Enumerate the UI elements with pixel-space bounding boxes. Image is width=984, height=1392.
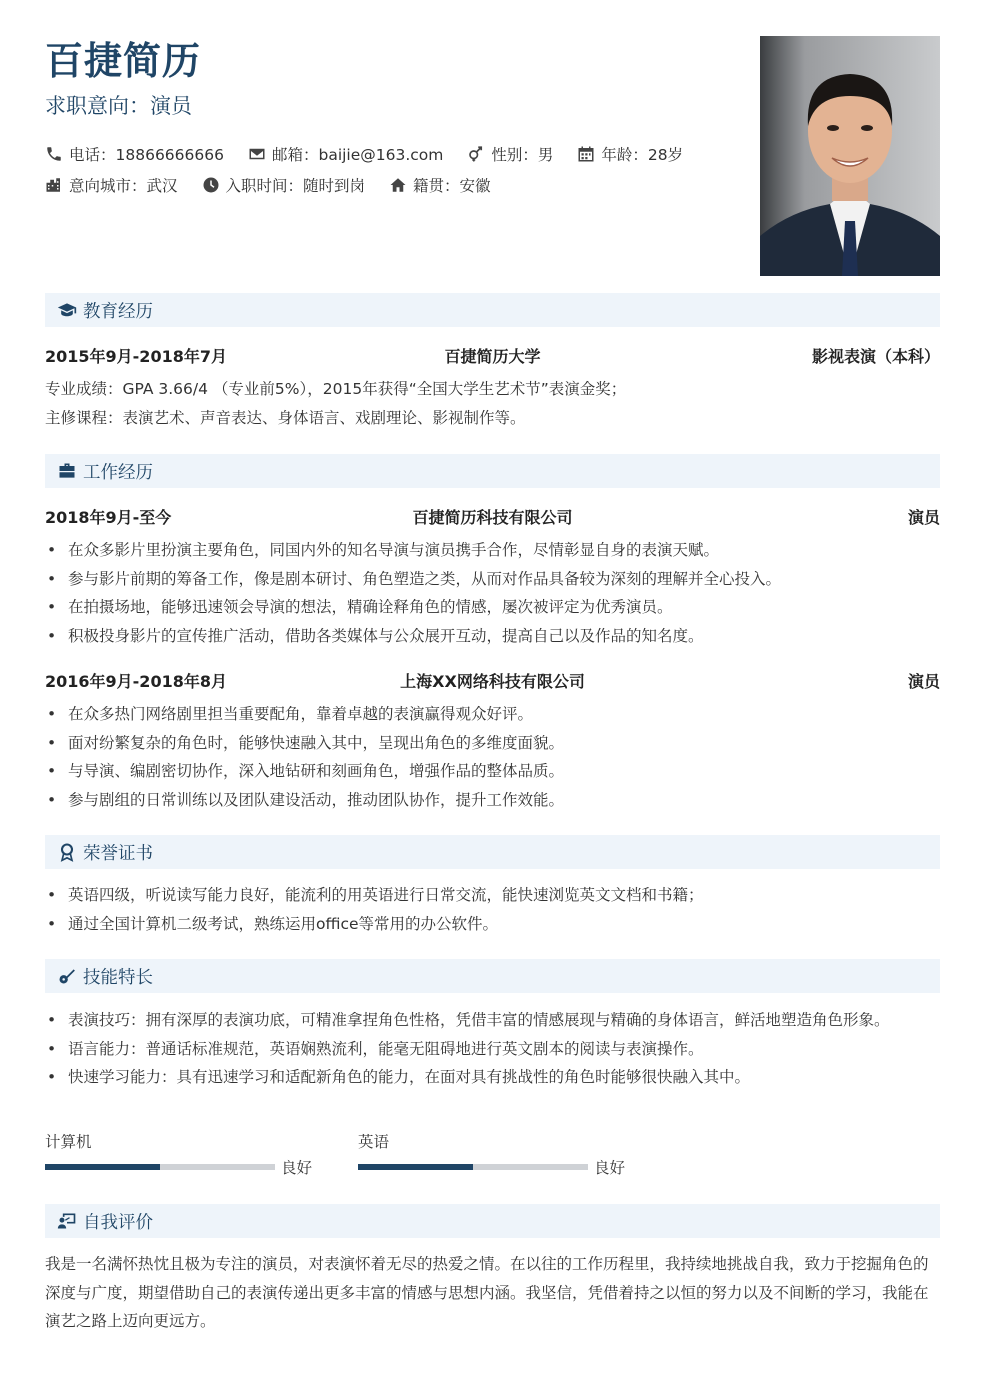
city-icon xyxy=(45,176,63,194)
job-date: 2016年9月-2018年8月 xyxy=(45,672,227,691)
education-details xyxy=(45,375,940,432)
honors-bullets xyxy=(45,881,940,938)
skills-section-header xyxy=(45,959,940,993)
job-company: 上海XX网络科技有限公司 xyxy=(400,672,585,691)
skill-bar-computer xyxy=(45,1130,345,1180)
resume-name: 百捷简历 xyxy=(45,39,202,83)
job-date: 2018年9月-至今 xyxy=(45,508,172,527)
self-eval-section-header xyxy=(45,1204,940,1238)
list-item: • 英语四级，听说读写能力良好，能流利的用英语进行日常交流，能快速浏览英文文档和书籍； xyxy=(45,881,940,910)
list-item: • 在拍摄场地，能够迅速领会导演的想法，精确诠释角色的情感，屡次被评定为优秀演员。 xyxy=(45,593,940,622)
gender-info xyxy=(467,143,553,165)
job-bullets xyxy=(45,700,940,814)
honors-title: 荣誉证书 xyxy=(83,843,153,864)
contact-row-2 xyxy=(45,174,515,196)
city-text: 意向城市：武汉 xyxy=(69,177,178,195)
skill-bar-english xyxy=(358,1130,658,1180)
skill-level-bar xyxy=(358,1164,588,1170)
job-role: 演员 xyxy=(907,672,940,691)
self-eval-text: 我是一名满怀热忱且极为专注的演员，对表演怀着无尽的热爱之情。在以往的工作历程里，我持续地挑战自我，致力于挖掘角色的深度与广度，期望借助自己的表演传递出更多丰富的情感与思想内涵。我坚信，凭借着持之以恒的努力以及不间断的学习，我能在演艺之路上迈向更远方。 xyxy=(45,1255,929,1330)
gender-text: 性别：男 xyxy=(491,146,554,164)
skill-level-bar xyxy=(45,1164,275,1170)
age-info xyxy=(577,143,683,165)
skill-level-fill xyxy=(358,1164,473,1170)
phone-text: 电话：18866666666 xyxy=(69,146,224,164)
phone-icon xyxy=(45,145,63,163)
presentation-icon xyxy=(57,1211,77,1231)
gender-icon xyxy=(467,145,485,163)
education-line: 主修课程：表演艺术、声音表达、身体语言、戏剧理论、影视制作等。 xyxy=(45,408,526,427)
age-text: 年龄：28岁 xyxy=(601,146,684,164)
list-item: • 表演技巧：拥有深厚的表演功底，可精准拿捏角色性格，凭借丰富的情感展现与精确的身体语言，鲜活地塑造角色形象。 xyxy=(45,1006,940,1035)
list-item: • 在众多热门网络剧里担当重要配角，靠着卓越的表演赢得观众好评。 xyxy=(45,700,940,729)
job-row xyxy=(45,669,940,693)
work-title: 工作经历 xyxy=(83,462,153,483)
skill-level-fill xyxy=(45,1164,160,1170)
job-row xyxy=(45,505,940,529)
skills-bullets xyxy=(45,1006,940,1092)
list-item: • 快速学习能力：具有迅速学习和适配新角色的能力，在面对具有挑战性的角色时能够很快融入其中。 xyxy=(45,1063,940,1092)
education-line: 专业成绩：GPA 3.66/4 （专业前5%），2015年获得“全国大学生艺术节”表演金奖； xyxy=(45,380,627,398)
list-item: • 参与剧组的日常训练以及团队建设活动，推动团队协作，提升工作效能。 xyxy=(45,786,940,815)
list-item: • 参与影片前期的筹备工作，像是剧本研讨、角色塑造之类，从而对作品具备较为深刻的理解并全心投入。 xyxy=(45,565,940,594)
job-bullets xyxy=(45,536,940,650)
hometown-text: 籍贯：安徽 xyxy=(413,177,491,195)
skill-name: 英语 xyxy=(358,1133,390,1151)
contact-row-1 xyxy=(45,143,707,165)
email-text: 邮箱：baijie@163.com xyxy=(271,146,444,164)
job-role: 演员 xyxy=(907,508,940,527)
education-row xyxy=(45,344,940,368)
self-eval-title: 自我评价 xyxy=(83,1212,153,1233)
award-icon xyxy=(57,842,77,862)
education-major: 影视表演（本科） xyxy=(811,347,940,366)
honors-section-header xyxy=(45,835,940,869)
start-time-text: 入职时间：随时到岗 xyxy=(225,177,366,195)
mail-icon xyxy=(248,145,266,163)
guitar-icon xyxy=(57,966,77,986)
phone-info xyxy=(45,143,224,165)
skill-level-text: 良好 xyxy=(594,1159,626,1177)
job-company: 百捷简历科技有限公司 xyxy=(412,508,573,527)
hometown-info xyxy=(389,174,491,196)
list-item: • 语言能力：普通话标准规范，英语娴熟流利，能毫无阻碍地进行英文剧本的阅读与表演操作。 xyxy=(45,1035,940,1064)
list-item: • 通过全国计算机二级考试，熟练运用office等常用的办公软件。 xyxy=(45,910,940,939)
list-item: • 积极投身影片的宣传推广活动，借助各类媒体与公众展开互动，提高自己以及作品的知名度。 xyxy=(45,622,940,651)
list-item: • 在众多影片里扮演主要角色，同国内外的知名导演与演员携手合作，尽情彰显自身的表演天赋。 xyxy=(45,536,940,565)
education-school: 百捷简历大学 xyxy=(444,347,541,366)
city-info xyxy=(45,174,178,196)
job-intent: 求职意向：演员 xyxy=(45,94,192,118)
work-section-header xyxy=(45,454,940,488)
calendar-icon xyxy=(577,145,595,163)
skills-title: 技能特长 xyxy=(83,967,153,988)
clock-icon xyxy=(202,176,220,194)
graduation-cap-icon xyxy=(57,300,77,320)
education-title: 教育经历 xyxy=(83,301,153,322)
briefcase-icon xyxy=(57,461,77,481)
profile-photo xyxy=(760,36,940,276)
education-section-header xyxy=(45,293,940,327)
list-item: • 面对纷繁复杂的角色时，能够快速融入其中，呈现出角色的多维度面貌。 xyxy=(45,729,940,758)
skill-level-text: 良好 xyxy=(281,1159,313,1177)
home-icon xyxy=(389,176,407,194)
skill-name: 计算机 xyxy=(45,1133,92,1151)
email-info xyxy=(248,143,443,165)
start-time-info xyxy=(202,174,366,196)
education-date: 2015年9月-2018年7月 xyxy=(45,347,227,366)
list-item: • 与导演、编剧密切协作，深入地钻研和刻画角色，增强作品的整体品质。 xyxy=(45,757,940,786)
